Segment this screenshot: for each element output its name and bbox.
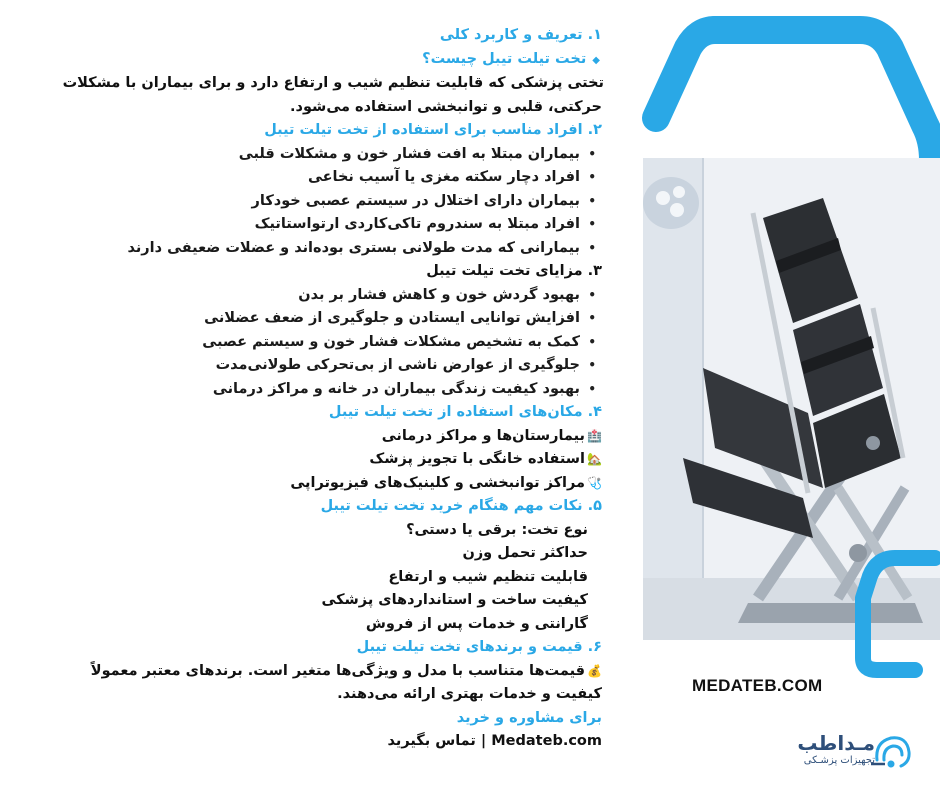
list-item: • بیماران دارای اختلال در سیستم عصبی خودکار [42,190,580,214]
section-1-question: ◆تخت تیلت تیبل چیست؟ [422,50,600,67]
section-6-body-line-2: کیفیت و خدمات بهتری ارائه می‌دهند. [337,686,602,702]
diamond-icon: ◆ [592,54,600,66]
section-2-list [42,143,602,261]
list-item: • بیمارانی که مدت طولانی بستری بوده‌اند و عضلات ضعیفی دارند [42,237,580,261]
section-1-body-line-2: حرکتی، قلبی و توانبخشی استفاده می‌شود. [290,98,602,115]
logo-tagline: تجهیزات پزشـکی [803,755,875,766]
section-1-body-line-1: تختی پزشکی که قابلیت تنظیم شیب و ارتفاع دارد و برای بیماران با مشکلات [62,75,604,91]
logo-name: مـداطب [797,731,875,755]
section-1-title: ۱. تعریف و کاربرد کلی [439,27,602,43]
section-6-title: ۶. قیمت و برندهای تخت تیلت تیبل [356,639,602,655]
corner-frame-decoration [855,548,940,678]
list-item: حداکثر تحمل وزن [462,545,588,561]
list-item: • افزایش توانایی ایستادن و جلوگیری از ضعف عضلانی [42,307,580,331]
article-content [42,24,602,754]
stethoscope-icon: 🩺 [587,475,602,490]
list-item: • بهبود گردش خون و کاهش فشار بر بدن [42,284,580,308]
brand-logo [765,728,915,788]
list-item: • افراد دچار سکته مغزی یا آسیب نخاعی [42,166,580,190]
list-item: • افراد مبتلا به سندروم تاکی‌کاردی ارتواستاتیک [42,213,580,237]
logo-mark-icon [869,730,915,776]
section-6-body-line-1: 💰قیمت‌ها متناسب با مدل و ویژگی‌ها متغیر است. برندهای معتبر معمولاً [42,660,602,684]
list-item: کیفیت ساخت و استانداردهای پزشکی [321,592,588,608]
house-icon: 🏡 [587,452,602,466]
list-item: گارانتی و خدمات پس از فروش [365,615,588,632]
list-item: • جلوگیری از عوارض ناشی از بی‌تحرکی طولانی‌مدت [42,354,580,378]
location-item: 🩺مراکز توانبخشی و کلینیک‌های فیزیوتراپی [42,472,602,496]
section-3-title: ۳. مزایای تخت تیلت تیبل [426,263,602,279]
section-4-title: ۴. مکان‌های استفاده از تخت تیلت تیبل [328,404,602,420]
section-2-title: ۲. افراد مناسب برای استفاده از تخت تیلت تیبل [264,122,602,138]
section-5-title: ۵. نکات مهم هنگام خرید تخت تیلت تیبل [320,498,602,514]
section-3-list [42,284,602,402]
list-item: نوع تخت: برقی یا دستی؟ [406,521,588,538]
site-label: MEDATEB.COM [692,676,823,695]
list-item: • کمک به تشخیص مشکلات فشار خون و سیستم عصبی [42,331,580,355]
money-bag-icon: 💰 [587,663,602,678]
contact-link[interactable]: Medateb.com | تماس بگیرید [387,733,602,749]
location-item: 🏡استفاده خانگی با تجویز پزشک [42,448,602,472]
location-item: 🏥بیمارستان‌ها و مراکز درمانی [42,425,602,449]
hospital-icon: 🏥 [587,428,602,443]
consult-title: برای مشاوره و خرید [456,709,602,726]
list-item: • بهبود کیفیت زندگی بیماران در خانه و مراکز درمانی [42,378,580,402]
list-item: • بیماران مبتلا به افت فشار خون و مشکلات قلبی [42,143,580,167]
list-item: قابلیت تنظیم شیب و ارتفاع [388,568,588,585]
